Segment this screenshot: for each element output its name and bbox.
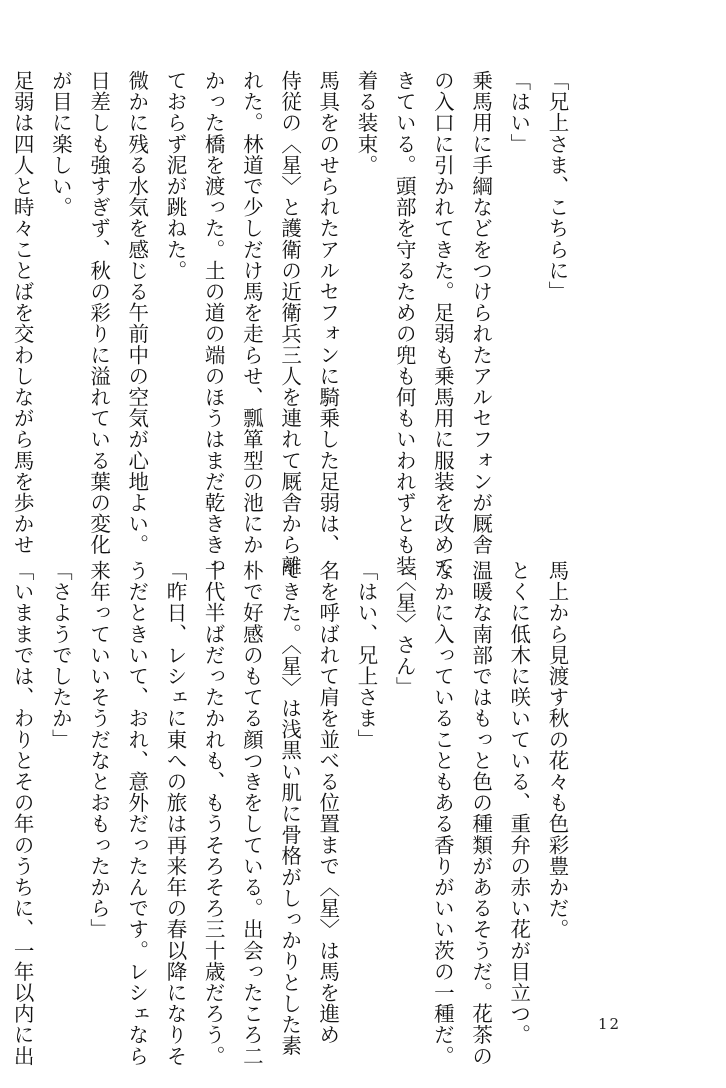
text-line: 乗馬用に手綱などをつけられたアルセフォンが厩舎 [468, 70, 493, 556]
text-line: てきた。〈星〉は浅黒い肌に骨格がしっかりとした素 [277, 560, 302, 1057]
text-line: 十代半ばだったかれも、もうそろそろ三十歳だろう。 [201, 560, 226, 1067]
text-line: 「はい」 [506, 70, 531, 155]
text-line: 来年っていいそうだなとおもったから」 [86, 560, 111, 940]
text-line: 日差しも強すぎず、秋の彩りに溢れている葉の変化 [86, 70, 111, 556]
text-line: ておらず泥が跳ねた。 [162, 70, 187, 281]
upper-text-block [10, 70, 576, 577]
text-line: なかに入っていることもある香りがいい茨の一種だ。 [430, 560, 455, 1067]
text-line: 侍従の〈星〉と護衛の近衛兵三人を連れて厩舎から離 [277, 70, 302, 577]
text-line: とくに低木に咲いている、重弁の赤い花が目立つ。 [506, 560, 531, 1046]
text-line: 「兄上さま、こちらに」 [545, 70, 569, 303]
text-line: 足弱は四人と時々ことばを交わしながら馬を歩かせ [10, 70, 35, 556]
text-line: 「いままでは、わりとその年のうちに、一年以内に出 [10, 560, 35, 1067]
text-line: 名を呼ばれて肩を並べる位置まで〈星〉は馬を進め [315, 560, 340, 1046]
lower-text-block [10, 560, 576, 1067]
text-line [0, 560, 3, 1000]
text-line: 馬具をのせられたアルセフォンに騎乗した足弱は、 [315, 70, 340, 556]
text-line: 温暖な南部ではもっと色の種類があるそうだ。花茶の [468, 560, 493, 1067]
text-line: 「はい、兄上さま」 [353, 560, 378, 750]
page-number: 12 [598, 1015, 622, 1033]
text-line: 着る装束。 [353, 70, 378, 176]
text-line: きている。頭部を守るための兜も何もいわれずとも装 [392, 70, 417, 577]
text-line: 「昨日、レシェに東への旅は再来年の春以降になりそ [162, 560, 187, 1067]
text-line: の入口に引かれてきた。足弱も乗馬用に服装を改めて [430, 70, 455, 577]
text-line: 馬上から見渡す秋の花々も色彩豊かだ。 [545, 560, 569, 940]
text-line: うだときいて、おれ、意外だったんです。レシェなら [124, 560, 149, 1067]
text-line: が目に楽しい。 [48, 70, 73, 218]
text-line: かった橋を渡った。土の道の端のほうはまだ乾ききっ [201, 70, 226, 577]
text-line: 「〈星〉さん」 [392, 560, 417, 698]
text-line: れた。林道で少しだけ馬を走らせ、瓢箪型の池にか [239, 70, 264, 556]
text-line: 微かに残る水気を感じる午前中の空気が心地よい。 [124, 70, 149, 556]
text-line: 「さようでしたか」 [48, 560, 73, 750]
text-line: 朴で好感のもてる顔つきをしている。出会ったころ二 [239, 560, 264, 1067]
